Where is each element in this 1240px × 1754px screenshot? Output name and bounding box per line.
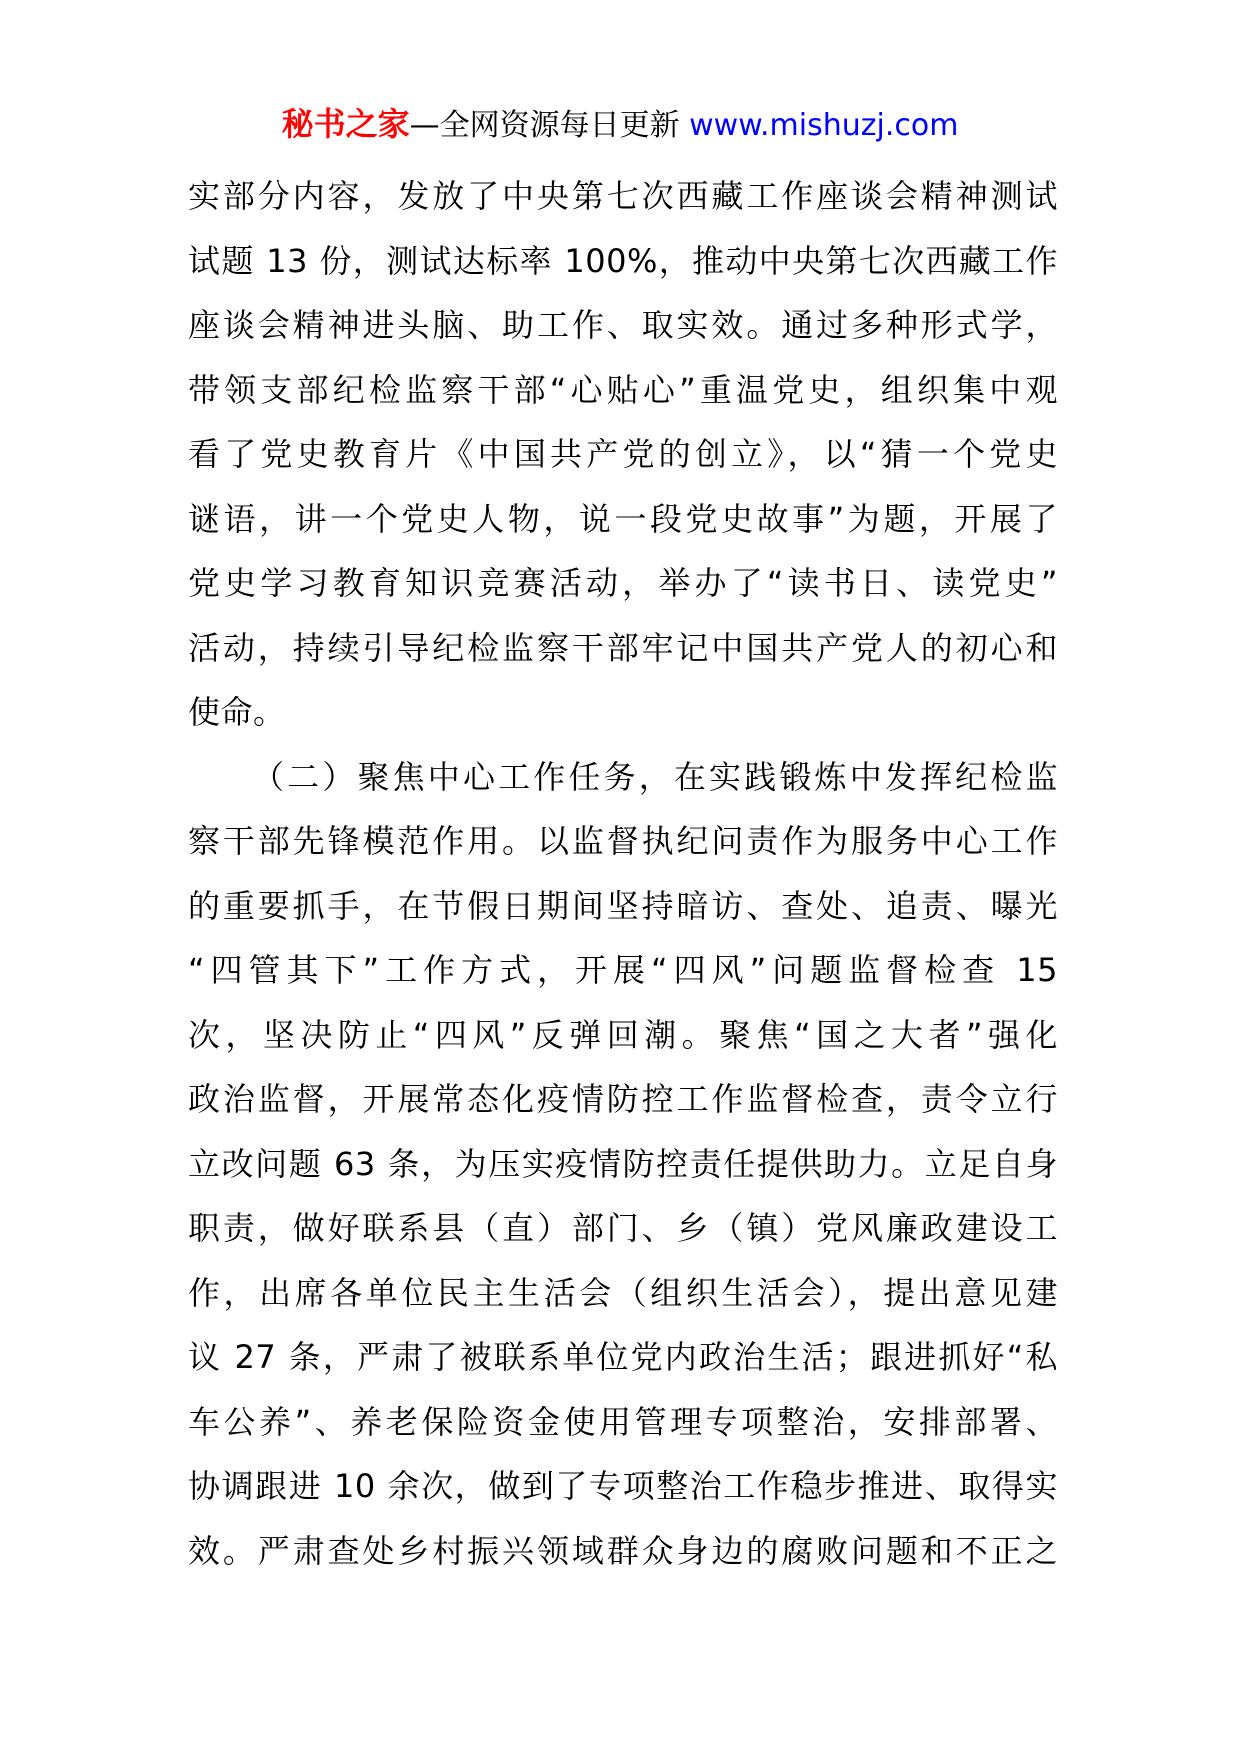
page-header xyxy=(0,104,1240,146)
text-line: 看了党史教育片《中国共产党的创立》，以“猜一个党史 xyxy=(188,435,1058,473)
text-line: 党史学习教育知识竞赛活动，举办了“读书日、读党史” xyxy=(188,564,1058,602)
text-line: 试题 13 份，测试达标率 100%，推动中央第七次西藏工作 xyxy=(188,241,1058,280)
text-line: 作，出席各单位民主生活会（组织生活会），提出意见建 xyxy=(188,1273,1058,1312)
text-line: 谜语，讲一个党史人物，说一段党史故事”为题，开展了 xyxy=(188,499,1058,538)
text-line: 次，坚决防止“四风”反弹回潮。聚焦“国之大者”强化 xyxy=(188,1015,1058,1054)
text-line: 效。严肃查处乡村振兴领域群众身边的腐败问题和不正之 xyxy=(188,1531,1058,1570)
site-url-link[interactable]: www.mishuzj.com xyxy=(689,108,959,143)
brand-name: 秘书之家 xyxy=(281,105,410,143)
text-line: 活动，持续引导纪检监察干部牢记中国共产党人的初心和 xyxy=(188,628,1058,667)
text-line: 协调跟进 10 余次，做到了专项整治工作稳步推进、取得实 xyxy=(188,1467,1058,1505)
text-line: 实部分内容，发放了中央第七次西藏工作座谈会精神测试 xyxy=(188,177,1058,215)
text-line: 察干部先锋模范作用。以监督执纪问责作为服务中心工作 xyxy=(188,822,1058,860)
text-line: 使命。 xyxy=(188,693,286,731)
header-tagline: —全网资源每日更新 xyxy=(409,108,690,143)
text-line: 车公养”、养老保险资金使用管理专项整治，安排部署、 xyxy=(188,1402,1058,1441)
document-body xyxy=(188,164,1058,1583)
text-line: “四管其下”工作方式，开展“四风”问题监督检查 15 xyxy=(188,951,1058,989)
text-line: 立改问题 63 条，为压实疫情防控责任提供助力。立足自身 xyxy=(188,1144,1058,1183)
text-line: 政治监督，开展常态化疫情防控工作监督检查，责令立行 xyxy=(188,1080,1058,1118)
text-line: 的重要抓手，在节假日期间坚持暗访、查处、追责、曝光 xyxy=(188,886,1058,925)
section-heading-line: （二）聚焦中心工作任务，在实践锻炼中发挥纪检监 xyxy=(252,757,1058,796)
text-line: 带领支部纪检监察干部“心贴心”重温党史，组织集中观 xyxy=(188,370,1058,409)
text-line: 座谈会精神进头脑、助工作、取实效。通过多种形式学， xyxy=(188,306,1058,344)
text-line: 职责，做好联系县（直）部门、乡（镇）党风廉政建设工 xyxy=(188,1209,1058,1247)
text-line: 议 27 条，严肃了被联系单位党内政治生活；跟进抓好“私 xyxy=(188,1338,1058,1376)
